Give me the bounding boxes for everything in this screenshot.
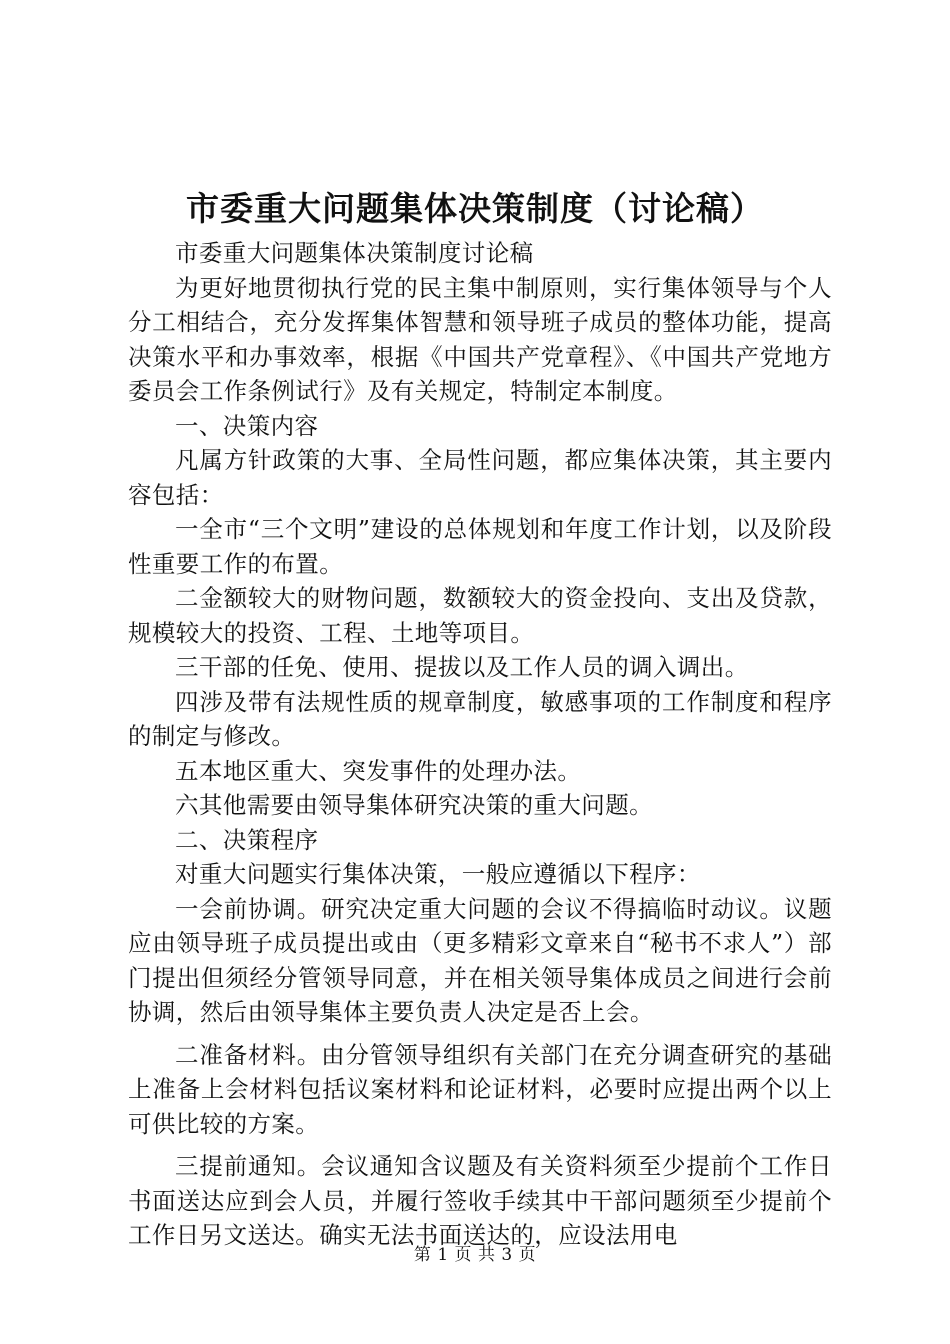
- paragraph-preamble: 为更好地贯彻执行党的民主集中制原则，实行集体领导与个人分工相结合，充分发挥集体智慧和领导班子成员的整体功能，提高决策水平和办事效率，根据《中国共产党章程》、《中国共产党地方委员会工作条例试行》及有关规定，特制定本制度。: [128, 273, 832, 405]
- list-item-content-3: 三干部的任免、使用、提拔以及工作人员的调入调出。: [175, 653, 749, 681]
- paragraph-content-intro: 凡属方针政策的大事、全局性问题，都应集体决策，其主要内容包括：: [128, 446, 832, 509]
- list-item-procedure-1: 一会前协调。研究决定重大问题的会议不得搞临时动议。议题应由领导班子成员提出或由（更多精彩文章来自“秘书不求人”）部门提出但须经分管领导同意，并在相关领导集体成员之间进行会前协调，然后由领导集体主要负责人决定是否上会。: [128, 894, 832, 1026]
- list-item-content-1: 一全市“三个文明”建设的总体规划和年度工作计划，以及阶段性重要工作的布置。: [128, 515, 832, 578]
- document-title: 市委重大问题集体决策制度（讨论稿）: [186, 189, 764, 228]
- paragraph-procedure-intro: 对重大问题实行集体决策，一般应遵循以下程序：: [175, 860, 701, 888]
- list-item-content-6: 六其他需要由领导集体研究决策的重大问题。: [175, 791, 653, 819]
- document-body: [128, 236, 832, 1253]
- section-heading-decision-content: 一、决策内容: [175, 411, 319, 440]
- list-item-content-2: 二金额较大的财物问题，数额较大的资金投向、支出及贷款，规模较大的投资、工程、土地等项目。: [128, 584, 832, 647]
- list-item-procedure-2: 二准备材料。由分管领导组织有关部门在充分调查研究的基础上准备上会材料包括议案材料和论证材料，必要时应提出两个以上可供比较的方案。: [128, 1040, 832, 1138]
- list-item-procedure-3: 三提前通知。会议通知含议题及有关资料须至少提前个工作日书面送达应到会人员，并履行签收手续其中干部问题须至少提前个工作日另文送达。确实无法书面送达的，应设法用电: [128, 1152, 832, 1249]
- section-heading-decision-procedure: 二、决策程序: [175, 825, 319, 854]
- paragraph-subtitle: 市委重大问题集体决策制度讨论稿: [175, 239, 534, 267]
- list-item-content-4: 四涉及带有法规性质的规章制度，敏感事项的工作制度和程序的制定与修改。: [128, 687, 832, 750]
- list-item-content-5: 五本地区重大、突发事件的处理办法。: [175, 756, 582, 785]
- page-number-footer: 第 1 页 共 3 页: [413, 1245, 537, 1265]
